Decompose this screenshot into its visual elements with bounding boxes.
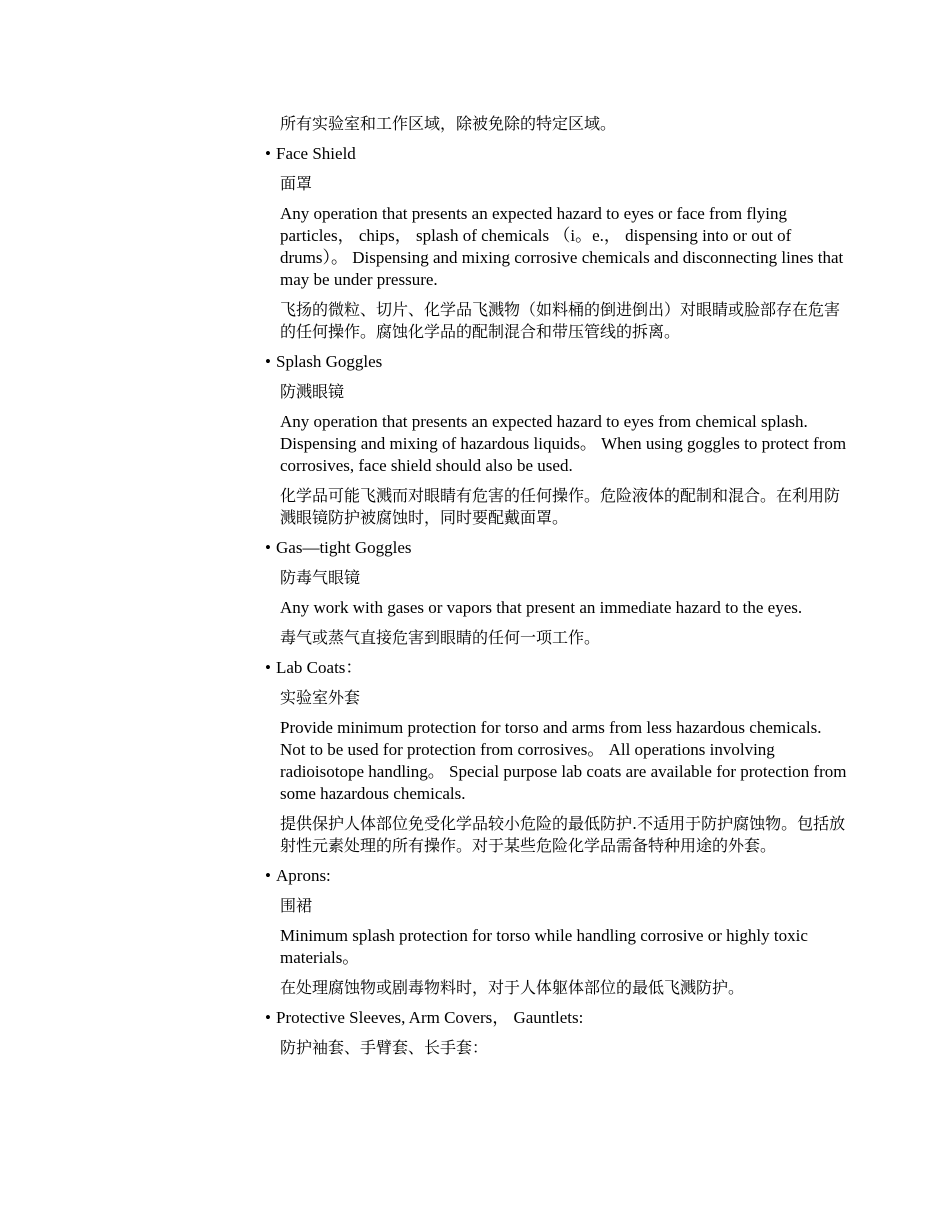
bullet-gas-tight-goggles-label: Gas—tight Goggles [276,538,412,557]
bullet-gas-tight-goggles [265,537,865,559]
gas-tight-goggles-desc-zh: 毒气或蒸气直接危害到眼睛的任何一项工作。 [280,628,601,647]
area-scope-text-zh: 所有实验室和工作区域，除被免除的特定区域。 [280,114,617,133]
bullet-protective-sleeves-label: Protective Sleeves, Arm Covers， Gauntlets: [276,1008,584,1027]
bullet-marker: • [265,658,271,677]
lab-coats-title-zh: 实验室外套 [280,688,361,707]
bullet-protective-sleeves [265,1007,865,1029]
bullet-face-shield [265,143,865,165]
bullet-marker: • [265,1008,271,1027]
splash-goggles-desc-en: Any operation that presents an expected hazard to eyes from chemical splash. Dispensing and mixing of hazardous liquids。 When using goggles to protect from corrosives, face shield should also be used. [280,412,847,475]
splash-goggles-title-zh: 防溅眼镜 [280,382,345,401]
face-shield-desc-zh: 飞扬的微粒、切片、化学品飞溅物（如料桶的倒进倒出）对眼睛或脸部存在危害的任何操作。腐蚀化学品的配制混合和带压管线的拆离。 [280,300,841,341]
splash-goggles-desc-zh: 化学品可能飞溅而对眼睛有危害的任何操作。危险液体的配制和混合。在利用防溅眼镜防护被腐蚀时，同时要配戴面罩。 [280,486,841,527]
bullet-marker: • [265,144,271,163]
face-shield-title-zh: 面罩 [280,174,313,193]
aprons-desc-zh: 在处理腐蚀物或剧毒物料时，对于人体躯体部位的最低飞溅防护。 [280,978,745,997]
face-shield-desc-en: Any operation that presents an expected hazard to eyes or face from flying particles， chips， splash of chemicals （i。e.， dispensing into or out of drums）。 Dispensing and mixing corrosive chemicals and disconnecting lines that may be under pressure. [280,204,844,289]
bullet-aprons-label: Aprons: [276,866,331,885]
bullet-splash-goggles-label: Splash Goggles [276,352,383,371]
lab-coats-desc-en: Provide minimum protection for torso and arms from less hazardous chemicals. Not to be used for protection from corrosives。 All operations involving radioisotope handling。 Special purpose lab coats are available for protection from some hazardous chemicals. [280,718,847,803]
bullet-face-shield-label: Face Shield [276,144,356,163]
bullet-marker: • [265,866,271,885]
bullet-marker: • [265,352,271,371]
protective-sleeves-title-zh: 防护袖套、手臂套、长手套： [280,1038,489,1057]
gas-tight-goggles-desc-en: Any work with gases or vapors that present an immediate hazard to the eyes. [280,598,803,617]
document-body [265,113,865,1067]
aprons-desc-en: Minimum splash protection for torso while handling corrosive or highly toxic materials。 [280,926,808,967]
bullet-marker: • [265,538,271,557]
aprons-title-zh: 围裙 [280,896,313,915]
bullet-splash-goggles [265,351,865,373]
bullet-lab-coats [265,657,865,679]
bullet-lab-coats-label: Lab Coats： [276,658,363,677]
gas-tight-goggles-title-zh: 防毒气眼镜 [280,568,361,587]
bullet-aprons [265,865,865,887]
lab-coats-desc-zh: 提供保护人体部位免受化学品较小危险的最低防护.不适用于防护腐蚀物。包括放射性元素处理的所有操作。对于某些危险化学品需备特种用途的外套。 [280,814,846,855]
